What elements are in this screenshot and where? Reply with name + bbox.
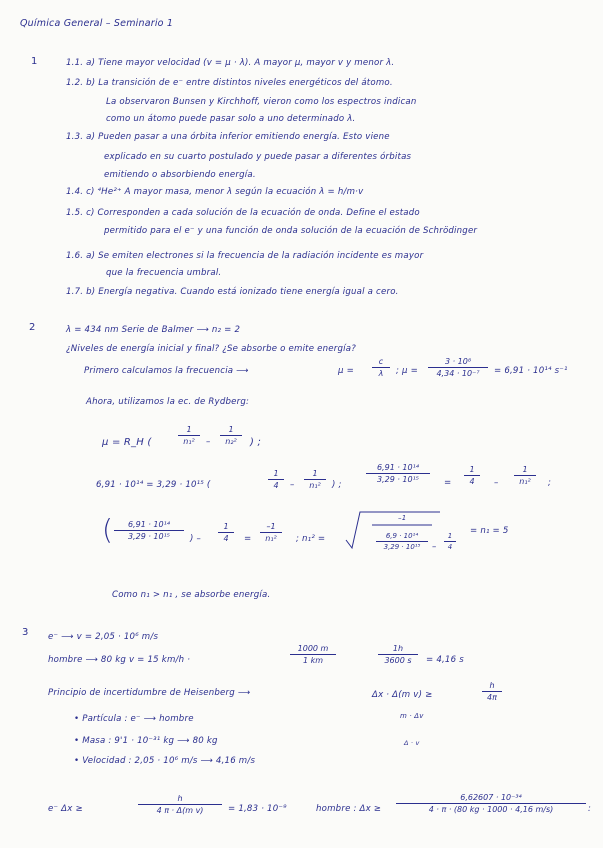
fraction-freq-over-rh: $\frac{\text{6,91 · 10¹⁴}}{\text{3,29 · 10¹⁵}}$ xyxy=(366,463,430,484)
heisenberg-title: Principio de incertidumbre de Heisenberg ⟶ xyxy=(48,688,251,698)
sqrt-quarter: $\frac{1}{4}$ xyxy=(444,532,456,551)
heisenberg-note: m · Δv xyxy=(400,712,424,720)
fraction-h-to-s: $\frac{1h}{3600 s}$ xyxy=(378,644,418,665)
answer-1-2-cont: La observaron Bunsen y Kirchhoff, vieron como los espectros indican xyxy=(106,97,417,107)
man-velocity: hombre ⟶ 80 kg v = 15 km/h · xyxy=(48,655,191,665)
fraction-frequency-values: $\frac{\text{3 · 10⁸}}{\text{4,34 · 10⁻⁷}}$ xyxy=(428,357,488,378)
fraction-1-over-n1: $\frac{1}{\text{n₁²}}$ xyxy=(178,425,200,446)
answer-1-7: 1.7. b) Energía negativa. Cuando está ionizado tiene energía igual a cero. xyxy=(66,287,399,297)
fraction-1-over-4-b: $\frac{1}{4}$ xyxy=(464,465,480,486)
bullet-mass: • Masa : 9'1 · 10⁻³¹ kg ⟶ 80 kg xyxy=(74,736,218,746)
fraction-freq-over-rh-2: $\frac{\text{6,91 · 10¹⁴}}{\text{3,29 · 10¹⁵}}$ xyxy=(114,520,184,541)
question-line: ¿Niveles de energía inicial y final? ¿Se absorbe o emite energía? xyxy=(66,344,356,354)
fraction-neg1-over-n1: $\frac{-1}{\text{n₁²}}$ xyxy=(260,522,282,543)
answer-1-6-cont: que la frecuencia umbral. xyxy=(106,268,222,278)
electron-velocity: e⁻ ⟶ v = 2,05 · 10⁶ m/s xyxy=(48,632,159,642)
page-title: Química General – Seminario 1 xyxy=(20,18,174,29)
step-equals: = xyxy=(244,534,252,544)
man-velocity-result: = 4,16 s xyxy=(426,655,464,665)
answer-1-4: 1.4. c) ⁴He²⁺ A mayor masa, menor λ según la ecuación λ = h/m·v xyxy=(66,187,364,197)
fraction-1-over-n1-sq: $\frac{1}{\text{n₁²}}$ xyxy=(304,469,326,490)
open-paren: ( xyxy=(102,513,113,546)
fraction-c-over-lambda: $\frac{c}{\lambda}$ xyxy=(372,357,390,378)
fraction-1-over-4-c: $\frac{1}{4}$ xyxy=(218,522,234,543)
section-1-number: 1 xyxy=(31,56,38,67)
fraction-1-over-n1-sq-b: $\frac{1}{\text{n₁²}}$ xyxy=(514,465,536,486)
bullet-particle: • Partícula : e⁻ ⟶ hombre xyxy=(74,714,194,724)
fraction-1-over-n2: $\frac{1}{\text{n₂²}}$ xyxy=(220,425,242,446)
fraction-1-over-4: $\frac{1}{4}$ xyxy=(268,469,284,490)
answer-1-5: 1.5. c) Corresponden a cada solución de la ecuación de onda. Define el estado xyxy=(66,208,420,218)
heisenberg-equation: Δx · Δ(m v) ≥ xyxy=(372,690,433,700)
answer-1-5-cont: permitido para el e⁻ y una función de onda solución de la ecuación de Schrödinger xyxy=(104,226,478,236)
fraction-man-uncertainty: $\frac{\text{6,62607 · 10⁻³⁴}}{4 \cdot \pi \cdot (80 kg \cdot 1000 \cdot 4,16 m/s)}$ xyxy=(396,793,586,814)
substitution-minus-2: – xyxy=(494,478,499,488)
answer-1-3-cont2: emitiendo o absorbiendo energía. xyxy=(104,170,256,180)
rydberg-substitution: 6,91 · 10¹⁴ = 3,29 · 10¹⁵ ( xyxy=(96,480,211,490)
rydberg-equation-end: ) ; xyxy=(250,437,262,448)
section-3-number: 3 xyxy=(22,627,29,638)
freq-eq-label-2: ; μ = xyxy=(396,366,419,376)
sqrt-numerator: –1 xyxy=(398,514,407,522)
substitution-semicolon: ; xyxy=(548,478,552,488)
rydberg-minus: – xyxy=(206,437,211,447)
man-uncertainty-colon: : xyxy=(588,804,592,814)
substitution-minus: – xyxy=(290,480,295,490)
rydberg-equation-start: μ = R_H ( xyxy=(102,437,152,448)
answer-1-2: 1.2. b) La transición de e⁻ entre distintos niveles energéticos del átomo. xyxy=(66,78,393,88)
absorption-conclusion: Como n₁ > n₁ , se absorbe energía. xyxy=(112,590,271,600)
freq-eq-label: μ = xyxy=(338,366,354,376)
frequency-result: = 6,91 · 10¹⁴ s⁻¹ xyxy=(494,366,568,376)
sqrt-inner-fraction: $\frac{\text{6,9 · 10¹⁴}}{\text{3,29 · 10¹⁵}}$ xyxy=(376,532,428,551)
substitution-end: ) ; xyxy=(332,480,342,490)
answer-1-3: 1.3. a) Pueden pasar a una órbita inferior emitiendo energía. Esto viene xyxy=(66,132,390,142)
sqrt-minus: – xyxy=(432,542,437,552)
electron-uncertainty: e⁻ Δx ≥ xyxy=(48,804,83,814)
substitution-equals: = xyxy=(444,478,452,488)
section-2-number: 2 xyxy=(29,322,36,333)
fraction-electron-uncertainty: $\frac{h}{\text{4 π · Δ(m v)}}$ xyxy=(138,794,222,815)
man-uncertainty: hombre : Δx ≥ xyxy=(316,804,382,814)
answer-1-2-cont2: como un átomo puede pasar solo a uno determinado λ. xyxy=(106,114,356,124)
step-close-paren: ) – xyxy=(190,534,201,544)
n1-result: = n₁ = 5 xyxy=(470,526,509,536)
fraction-km-to-m: $\frac{1000 m}{1 km}$ xyxy=(290,644,336,665)
n1-squared-label: ; n₁² = xyxy=(296,534,326,544)
bullet-velocity: • Velocidad : 2,05 · 10⁶ m/s ⟶ 4,16 m/s xyxy=(74,756,256,766)
frequency-intro: Primero calculamos la frecuencia ⟶ xyxy=(84,366,249,376)
answer-1-1: 1.1. a) Tiene mayor velocidad (v = μ · λ). A mayor μ, mayor v y menor λ. xyxy=(66,58,395,68)
heisenberg-note-2: Δ · v xyxy=(404,739,420,747)
answer-1-3-cont: explicado en su cuarto postulado y puede pasar a diferentes órbitas xyxy=(104,152,412,162)
answer-1-6: 1.6. a) Se emiten electrones si la frecuencia de la radiación incidente es mayor xyxy=(66,251,424,261)
fraction-h-over-4pi: $\frac{h}{4\pi}$ xyxy=(482,681,502,702)
rydberg-intro: Ahora, utilizamos la ec. de Rydberg: xyxy=(86,397,250,407)
electron-uncertainty-result: = 1,83 · 10⁻⁹ xyxy=(228,804,287,814)
wavelength-line: λ = 434 nm Serie de Balmer ⟶ n₂ = 2 xyxy=(66,325,241,335)
